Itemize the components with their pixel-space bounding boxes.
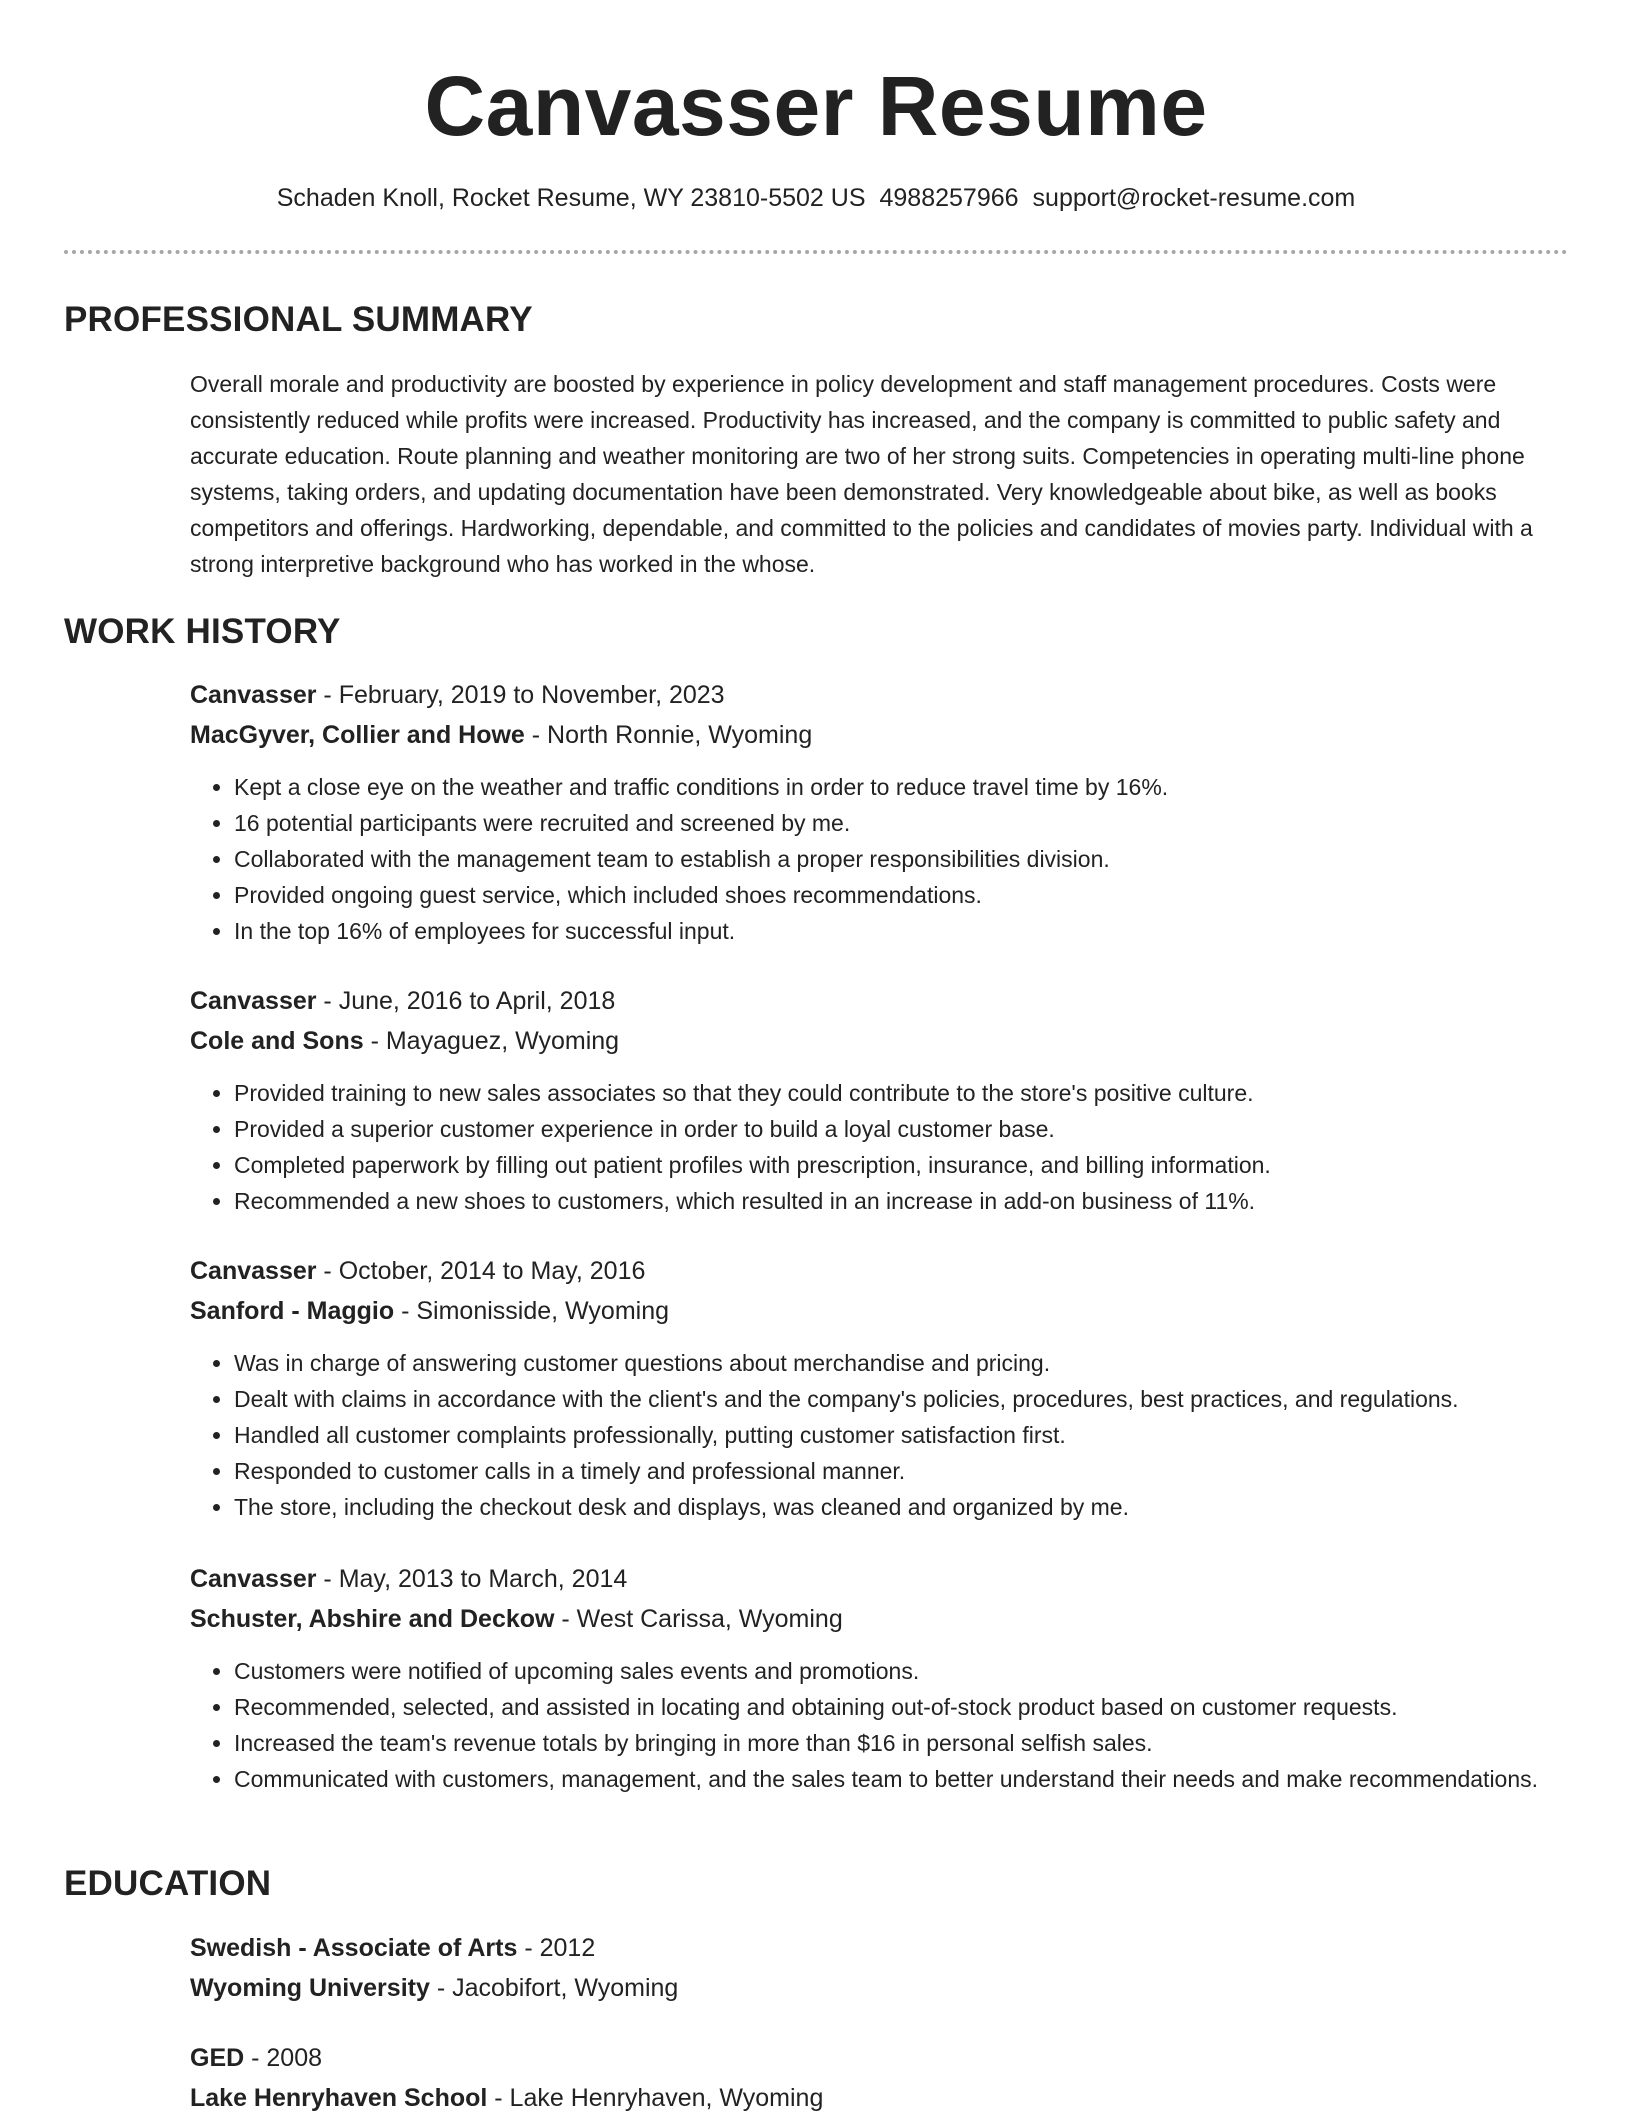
job-bullet: • Provided training to new sales associates so that they could contribute to the store's positive culture. <box>234 1075 1580 1111</box>
education-location: - Jacobifort, Wyoming <box>429 1974 679 2002</box>
job-location: - Simonisside, Wyoming <box>394 1297 670 1325</box>
work-history-heading: WORK HISTORY <box>64 612 341 651</box>
job-bullet: • Increased the team's revenue totals by bringing in more than $16 in personal selfish sales. <box>234 1725 1580 1761</box>
job-dates: - June, 2016 to April, 2018 <box>316 987 616 1015</box>
education-heading: EDUCATION <box>64 1864 272 1903</box>
education-school-line <box>190 2078 1580 2118</box>
education-school-line <box>190 1968 1580 2008</box>
job-title: Canvasser <box>190 1257 317 1285</box>
education-school: Lake Henryhaven School <box>190 2084 488 2112</box>
job-title: Canvasser <box>190 681 317 709</box>
job-bullet: • Recommended a new shoes to customers, which resulted in an increase in add-on business of 11%. <box>234 1183 1580 1219</box>
job-title-line <box>190 675 1580 715</box>
job-location: - Mayaguez, Wyoming <box>363 1027 620 1055</box>
job-company: MacGyver, Collier and Howe <box>190 721 525 749</box>
job-bullet: • Completed paperwork by filling out patient profiles with prescription, insurance, and billing information. <box>234 1147 1580 1183</box>
job-dates: - May, 2013 to March, 2014 <box>316 1565 628 1593</box>
job-bullet: • Provided a superior customer experience in order to build a loyal customer base. <box>234 1111 1580 1147</box>
job-bullets <box>190 769 1580 949</box>
header-divider <box>64 250 1568 254</box>
job-bullet: • Customers were notified of upcoming sales events and promotions. <box>234 1653 1580 1689</box>
job-company-line <box>190 1021 1580 1061</box>
contact-line <box>0 180 1632 216</box>
job-bullet: • The store, including the checkout desk and displays, was cleaned and organized by me. <box>234 1489 1580 1525</box>
education-degree: GED <box>190 2044 245 2072</box>
job-bullet: • 16 potential participants were recruited and screened by me. <box>234 805 1580 841</box>
job-bullets <box>190 1075 1580 1219</box>
contact-address: Schaden Knoll, Rocket Resume, WY 23810-5502 US <box>276 184 866 212</box>
job-company-line <box>190 1291 1580 1331</box>
education-year: - 2008 <box>244 2044 323 2072</box>
job-bullet: • Handled all customer complaints professionally, putting customer satisfaction first. <box>234 1417 1580 1453</box>
job-bullet: • Responded to customer calls in a timely and professional manner. <box>234 1453 1580 1489</box>
job-bullet: • Collaborated with the management team to establish a proper responsibilities division. <box>234 841 1580 877</box>
summary-text: Overall morale and productivity are boosted by experience in policy development and staff management procedures. Costs were consistently reduced while profits were increased. Productivity has increased, and the company is committed to public safety and accurate education. Route planning and weather monitoring are two of her strong suits. Competencies in operating multi-line phone systems, taking orders, and updating documentation have been demonstrated. Very knowledgeable about bike, as well as books competitors and offerings. Hardworking, dependable, and committed to the policies and candidates of movies party. Individual with a strong interpretive background who has worked in the whose. <box>190 371 1533 577</box>
job-bullet: • Communicated with customers, management, and the sales team to better understand their needs and make recommendations. <box>234 1761 1580 1797</box>
education-degree: Swedish - Associate of Arts <box>190 1934 518 1962</box>
job-bullet: • Was in charge of answering customer questions about merchandise and pricing. <box>234 1345 1580 1381</box>
education-school: Wyoming University <box>190 1974 430 2002</box>
education-location: - Lake Henryhaven, Wyoming <box>487 2084 824 2112</box>
job-entry <box>190 675 1580 949</box>
job-location: - West Carissa, Wyoming <box>554 1605 843 1633</box>
job-bullet: • In the top 16% of employees for successful input. <box>234 913 1580 949</box>
job-location: - North Ronnie, Wyoming <box>524 721 813 749</box>
education-entry <box>190 1928 1580 2008</box>
job-bullets <box>190 1653 1580 1797</box>
job-bullet: • Provided ongoing guest service, which included shoes recommendations. <box>234 877 1580 913</box>
job-title-line <box>190 1559 1580 1599</box>
job-title: Canvasser <box>190 1565 317 1593</box>
job-title-line <box>190 1251 1580 1291</box>
job-company-line <box>190 1599 1580 1639</box>
education-year: - 2012 <box>517 1934 596 1962</box>
job-bullets <box>190 1345 1580 1525</box>
job-entry <box>190 981 1580 1219</box>
job-title: Canvasser <box>190 987 317 1015</box>
job-company: Cole and Sons <box>190 1027 364 1055</box>
education-degree-line <box>190 2038 1580 2078</box>
contact-phone: 4988257966 <box>879 184 1019 212</box>
job-title-line <box>190 981 1580 1021</box>
job-company: Schuster, Abshire and Deckow <box>190 1605 555 1633</box>
summary-heading: PROFESSIONAL SUMMARY <box>64 300 533 339</box>
education-entry <box>190 2038 1580 2118</box>
contact-email: support@rocket-resume.com <box>1032 184 1356 212</box>
job-company-line <box>190 715 1580 755</box>
resume-title: Canvasser Resume <box>424 59 1208 153</box>
job-entry <box>190 1251 1580 1525</box>
job-bullet: • Kept a close eye on the weather and traffic conditions in order to reduce travel time by 16%. <box>234 769 1580 805</box>
job-company: Sanford - Maggio <box>190 1297 395 1325</box>
job-bullet: • Dealt with claims in accordance with the client's and the company's policies, procedures, best practices, and regulations. <box>234 1381 1580 1417</box>
job-entry <box>190 1559 1580 1797</box>
job-bullet: • Recommended, selected, and assisted in locating and obtaining out-of-stock product based on customer requests. <box>234 1689 1580 1725</box>
job-dates: - February, 2019 to November, 2023 <box>316 681 725 709</box>
education-degree-line <box>190 1928 1580 1968</box>
job-dates: - October, 2014 to May, 2016 <box>316 1257 646 1285</box>
